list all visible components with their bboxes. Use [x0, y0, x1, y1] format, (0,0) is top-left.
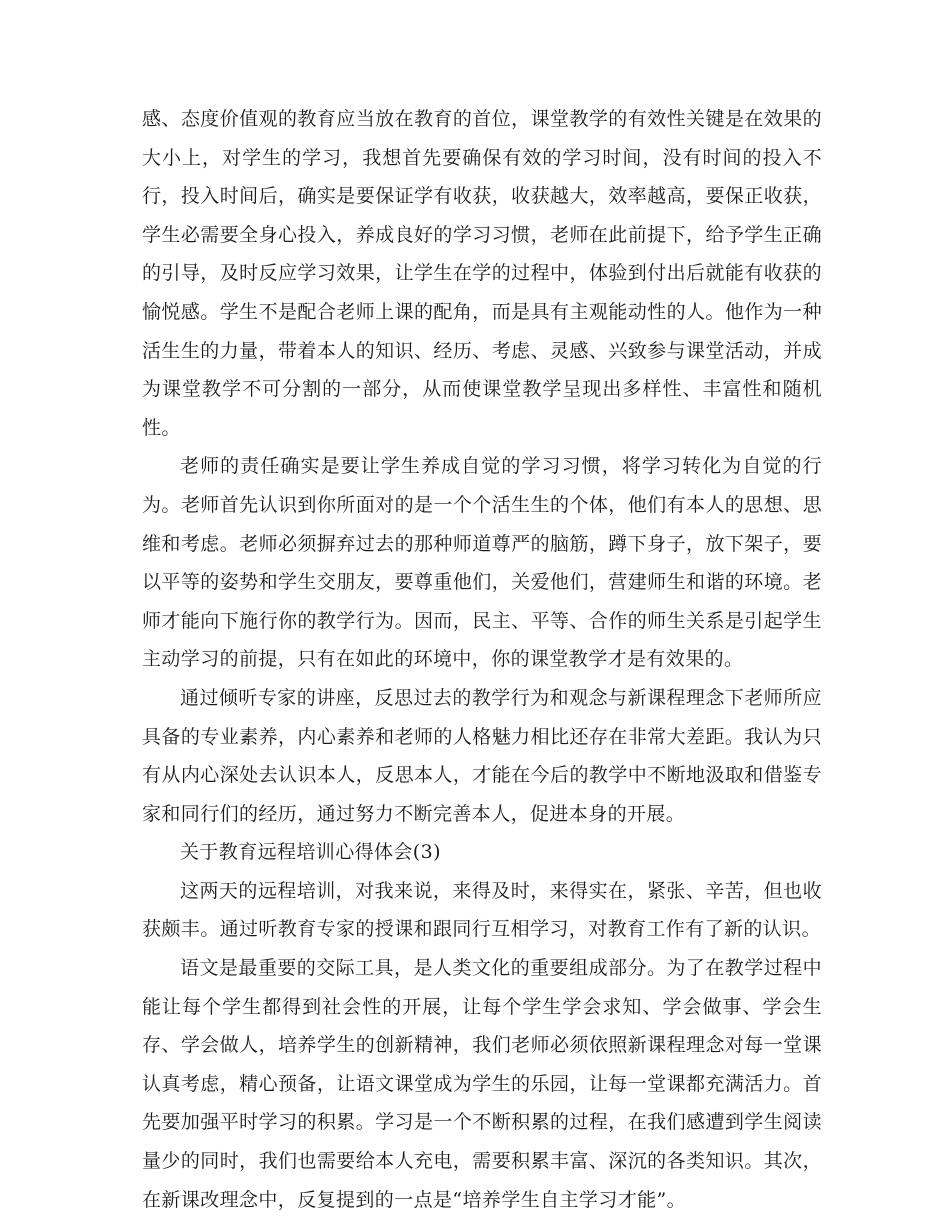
- paragraph-1: 感、态度价值观的教育应当放在教育的首位，课堂教学的有效性关键是在效果的大小上，对学生的学习，我想首先要确保有效的学习时间，没有时间的投入不行，投入时间后，确实是要保证学有收获，收获越大，效率越高，要保正收获，学生必需要全身心投入，养成良好的学习习惯，老师在此前提下，给予学生正确的引导，及时反应学习效果，让学生在学的过程中，体验到付出后就能有收获的愉悦感。学生不是配合老师上课的配角，而是具有主观能动性的人。他作为一种活生生的力量，带着本人的知识、经历、考虑、灵感、兴致参与课堂活动，并成为课堂教学不可分割的一部分，从而使课堂教学呈现出多样性、丰富性和随机性。: [142, 108, 822, 439]
- paragraph-4: 这两天的远程培训，对我来说，来得及时，来得实在，紧张、辛苦，但也收获颇丰。通过听教育专家的授课和跟同行互相学习，对教育工作有了新的认识。: [142, 879, 822, 941]
- section-heading: 关于教育远程培训心得体会(3): [180, 841, 441, 864]
- paragraph-3: 通过倾听专家的讲座，反思过去的教学行为和观念与新课程理念下老师所应具备的专业素养，内心素养和老师的人格魅力相比还存在非常大差距。我认为只有从内心深处去认识本人，反思本人，才能在今后的教学中不断地汲取和借鉴专家和同行们的经历，通过努力不断完善本人，促进本身的开展。: [142, 686, 822, 825]
- document-body: [142, 100, 822, 1219]
- paragraph-2: 老师的责任确实是要让学生养成自觉的学习习惯，将学习转化为自觉的行为。老师首先认识到你所面对的是一个个活生生的个体，他们有本人的思想、思维和考虑。老师必须摒弃过去的那种师道尊严的脑筋，蹲下身子，放下架子，要以平等的姿势和学生交朋友，要尊重他们，关爱他们，营建师生和谐的环境。老师才能向下施行你的教学行为。因而，民主、平等、合作的师生关系是引起学生主动学习的前提，只有在如此的环境中，你的课堂教学才是有效果的。: [142, 455, 822, 671]
- paragraph-5: 语文是最重要的交际工具，是人类文化的重要组成部分。为了在教学过程中能让每个学生都得到社会性的开展，让每个学生学会求知、学会做事、学会生存、学会做人，培养学生的创新精神，我们老师必须依照新课程理念对每一堂课认真考虑，精心预备，让语文课堂成为学生的乐园，让每一堂课都充满活力。首先要加强平时学习的积累。学习是一个不断积累的过程，在我们感遭到学生阅读量少的同时，我们也需要给本人充电，需要积累丰富、深沉的各类知识。其次，在新课改理念中，反复提到的一点是“培养学生自主学习才能”。: [142, 957, 822, 1211]
